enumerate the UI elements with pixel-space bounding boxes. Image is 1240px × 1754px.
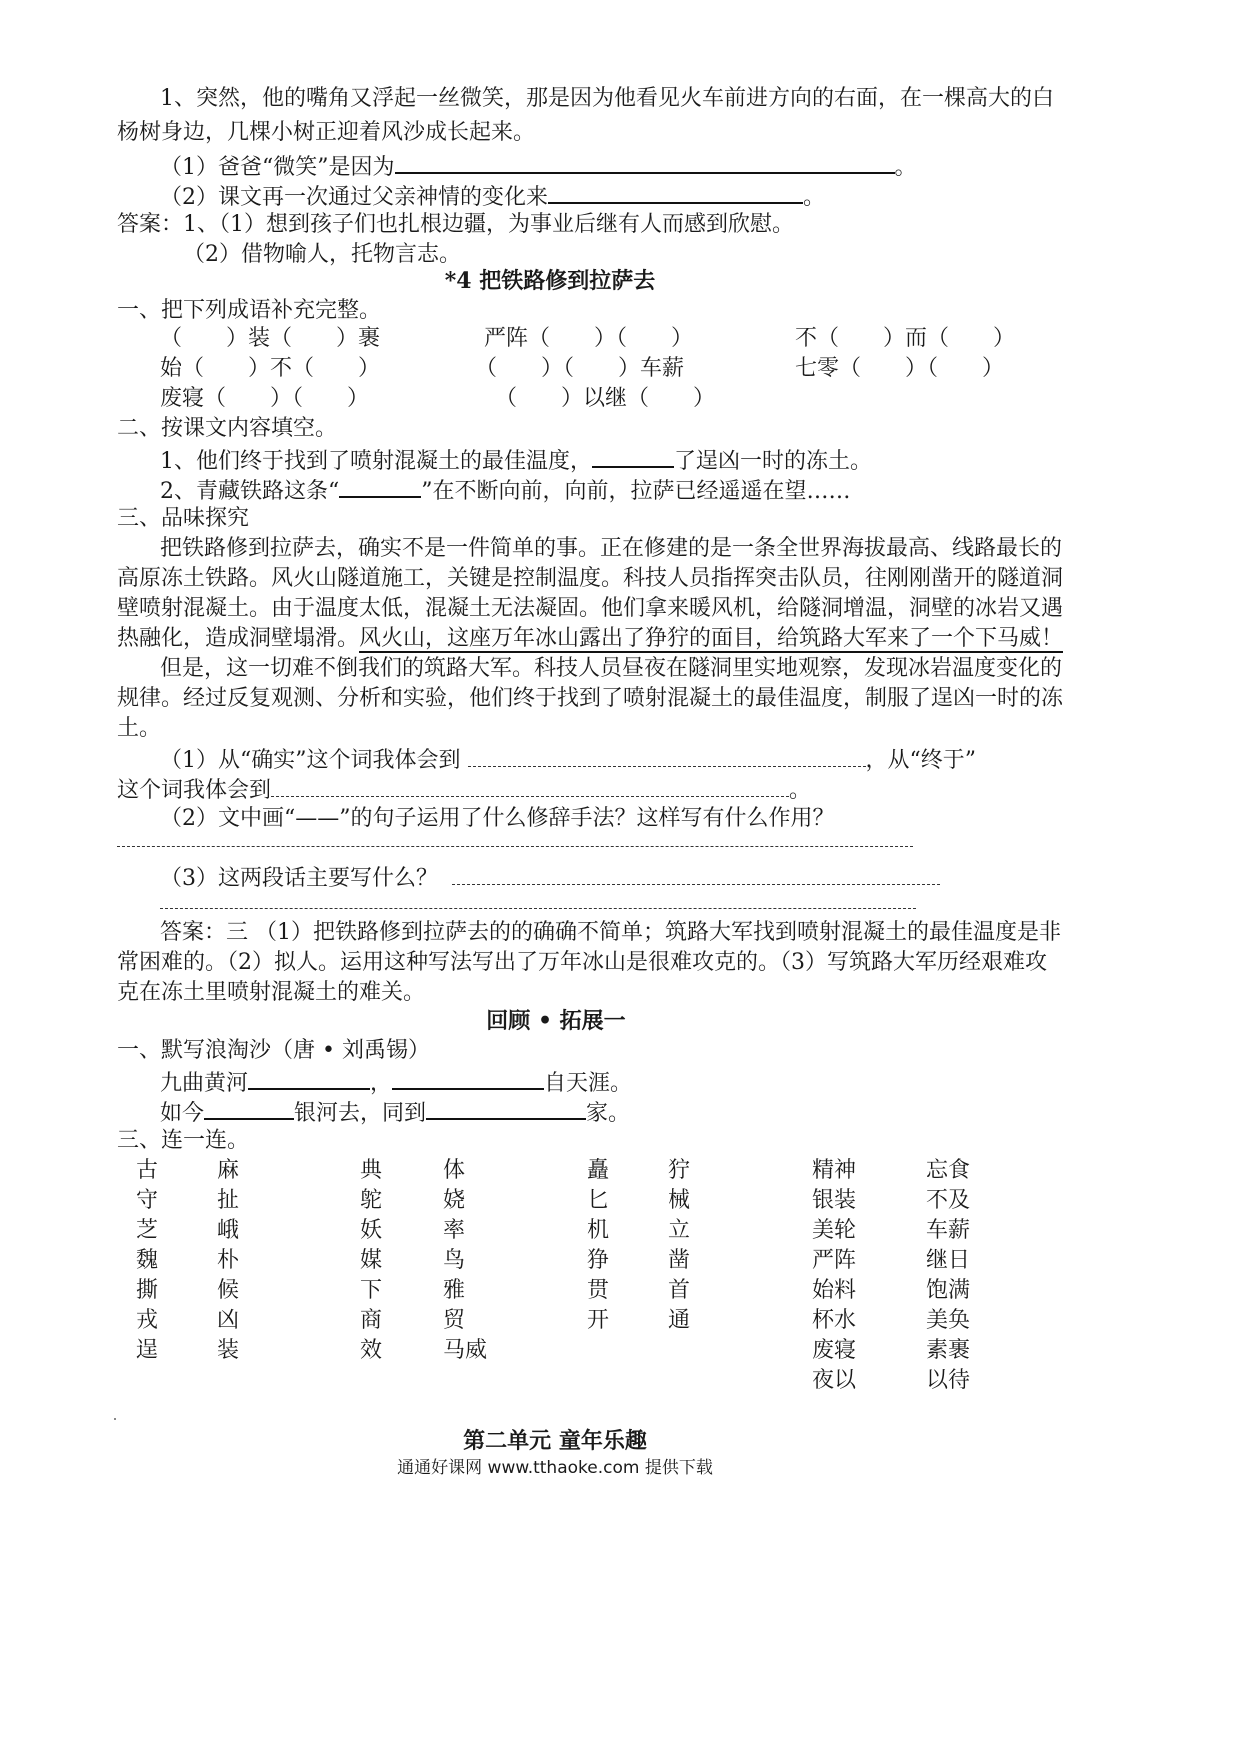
match-right-item[interactable]: 继日 [926,1248,971,1273]
q1-sub2-blank[interactable] [548,180,803,204]
idiom-blank[interactable]: 始（ ）不（ ） [160,356,381,381]
match-left-item[interactable]: 商 [360,1308,383,1333]
match-right-item[interactable]: 雅 [443,1278,466,1303]
q1-subquestion-2 [160,180,825,210]
poem-1-comma: ， [370,1071,393,1096]
q1-sub2-label: （2）课文再一次通过父亲神情的变化来 [160,185,548,210]
match-left-item[interactable]: 下 [360,1278,383,1303]
match-left-item[interactable]: 始料 [812,1278,857,1303]
passage-line: 土。 [117,716,162,741]
match-right-item[interactable]: 首 [668,1278,691,1303]
answer-line-text: 答案：三 （1）把铁路修到拉萨去的的确确不简单；筑路大军找到喷射混凝土的最佳温度是非 [160,920,1061,945]
match-left-item[interactable]: 银装 [812,1188,857,1213]
match-left-item[interactable]: 矗 [587,1158,610,1183]
footer-text: 通通好课网 www.tthaoke.com 提供下载 [397,1458,713,1478]
question-1-label: （1）从“确实”这个词我体会到 [160,748,461,773]
match-left-item[interactable]: 严阵 [812,1248,857,1273]
match-right-item[interactable]: 贸 [443,1308,466,1333]
match-left-item[interactable]: 戎 [136,1308,159,1333]
q1-sub2-end: 。 [803,185,826,210]
fill-2 [160,474,851,504]
match-left-item[interactable]: 魏 [136,1248,159,1273]
match-left-item[interactable]: 废寝 [812,1338,857,1363]
match-right-item[interactable]: 以待 [926,1368,971,1393]
match-right-item[interactable]: 麻 [217,1158,240,1183]
fill-1-blank[interactable] [592,444,674,468]
match-left-item[interactable]: 匕 [587,1188,610,1213]
match-left-item[interactable]: 逞 [136,1338,159,1363]
poem-1-start: 九曲黄河 [160,1071,249,1096]
idiom-blank[interactable]: （ ）装（ ）裹 [160,326,381,351]
answer-line[interactable] [160,908,916,909]
match-right-item[interactable]: 狞 [668,1158,691,1183]
match-left-item[interactable]: 撕 [136,1278,159,1303]
question-3 [160,862,940,892]
fill-2-prefix: 2、青藏铁路这条“ [160,479,340,504]
idiom-blank[interactable]: （ ）（ ）车薪 [475,356,685,381]
match-right-item[interactable]: 扯 [217,1188,240,1213]
question-1-blank-a[interactable] [468,744,866,767]
match-left-item[interactable]: 夜以 [812,1368,857,1393]
lesson-title: *4 把铁路修到拉萨去 [444,268,656,294]
section-3-heading: 三、品味探究 [117,506,250,531]
fill-1 [160,444,872,474]
review-section-1-heading: 一、默写浪淘沙（唐 • 刘禹锡） [117,1038,430,1063]
passage-line: 壁喷射混凝土。由于温度太低，混凝土无法凝固。他们拿来暖风机，给隧洞增温，洞壁的冰岩又遇 [117,596,1064,621]
q1-sub1-blank[interactable] [395,150,895,174]
question-2: （2）文中画“——”的句子运用了什么修辞手法？这样写有什么作用？ [160,806,835,831]
review-section-3-heading: 三、连一连。 [117,1128,250,1153]
match-right-item[interactable]: 立 [668,1218,691,1243]
match-left-item[interactable]: 媒 [360,1248,383,1273]
match-left-item[interactable]: 精神 [812,1158,857,1183]
match-right-item[interactable]: 忘食 [926,1158,971,1183]
match-left-item[interactable]: 典 [360,1158,383,1183]
match-left-item[interactable]: 杯水 [812,1308,857,1333]
match-right-item[interactable]: 峨 [217,1218,240,1243]
match-right-item[interactable]: 凿 [668,1248,691,1273]
poem-line-2 [160,1096,630,1126]
poem-blank[interactable] [248,1066,370,1090]
poem-line-1 [160,1066,632,1096]
match-right-item[interactable]: 饱满 [926,1278,971,1303]
match-right-item[interactable]: 通 [668,1308,691,1333]
q1-answer-1: 答案：1、（1）想到孩子们也扎根边疆，为事业后继有人而感到欣慰。 [117,212,794,237]
idiom-blank[interactable]: 不（ ）而（ ） [795,326,1016,351]
answer-line[interactable] [117,846,913,847]
passage-line: 但是，这一切难不倒我们的筑路大军。科技人员昼夜在隧洞里实地观察，发现冰岩温度变化的 [160,656,1063,681]
unit-title: 第二单元 童年乐趣 [463,1428,647,1454]
match-right-item[interactable]: 率 [443,1218,466,1243]
underlined-sentence: 风火山，这座万年冰山露出了狰狞的面目，给筑路大军来了一个下马威！ [359,626,1064,651]
match-right-item[interactable]: 美奂 [926,1308,971,1333]
match-left-item[interactable]: 狰 [587,1248,610,1273]
poem-blank[interactable] [426,1096,586,1120]
passage-text: 热融化，造成洞壁塌滑。 [117,626,360,651]
q1-text-line2: 杨树身边，几棵小树正迎着风沙成长起来。 [117,120,536,145]
match-left-item[interactable]: 古 [136,1158,159,1183]
match-left-item[interactable]: 机 [587,1218,610,1243]
passage-line-mixed [117,624,1063,654]
q1-answer-2: （2）借物喻人，托物言志。 [183,242,461,267]
idiom-blank[interactable]: 严阵（ ）（ ） [484,326,694,351]
section-2-heading: 二、按课文内容填空。 [117,416,338,441]
review-title: 回顾 • 拓展一 [486,1008,626,1034]
match-left-item[interactable]: 美轮 [812,1218,857,1243]
question-1 [160,744,976,774]
question-1-label-2: 这个词我体会到 [117,778,272,803]
match-right-item[interactable]: 械 [668,1188,691,1213]
poem-2-start: 如今 [160,1101,205,1126]
match-right-item[interactable]: 体 [443,1158,466,1183]
match-right-item[interactable]: 娆 [443,1188,466,1213]
match-right-item[interactable]: 素裹 [926,1338,971,1363]
fill-2-suffix: ”在不断向前，向前，拉萨已经遥遥在望…… [421,479,851,504]
question-1-cont [117,774,811,804]
match-right-item[interactable]: 马威 [443,1338,488,1363]
match-left-item[interactable]: 贯 [587,1278,610,1303]
poem-2-end: 家。 [586,1101,631,1126]
match-left-item[interactable]: 开 [587,1308,610,1333]
passage-line: 高原冻土铁路。风火山隧道施工，关键是控制温度。科技人员指挥突击队员，往刚刚凿开的隧道洞 [117,566,1064,591]
fill-1-prefix: 1、他们终于找到了喷射混凝土的最佳温度， [160,449,592,474]
match-right-item[interactable]: 车薪 [926,1218,971,1243]
passage-line: 规律。经过反复观测、分析和实验，他们终于找到了喷射混凝土的最佳温度，制服了逞凶一时的冻 [117,686,1064,711]
fill-1-suffix: 了逞凶一时的冻土。 [674,449,873,474]
question-1-mid: ，从“终于” [865,748,976,773]
q1-subquestion-1 [160,150,917,180]
answer-line-text: 常困难的。（2）拟人。运用这种写法写出了万年冰山是很难攻克的。（3）写筑路大军历经艰难攻 [117,950,1047,975]
question-1-end: 。 [789,778,812,803]
match-left-item[interactable]: 守 [136,1188,159,1213]
poem-blank[interactable] [392,1066,544,1090]
stray-mark [114,1418,116,1420]
question-1-blank-b[interactable] [271,774,789,797]
match-right-item[interactable]: 鸟 [443,1248,466,1273]
match-left-item[interactable]: 妖 [360,1218,383,1243]
idiom-blank[interactable]: 废寝（ ）（ ） [160,386,370,411]
question-3-blank[interactable] [452,862,940,885]
match-right-item[interactable]: 凶 [217,1308,240,1333]
q1-sub1-label: （1）爸爸“微笑”是因为 [160,155,395,180]
match-left-item[interactable]: 效 [360,1338,383,1363]
section-1-heading: 一、把下列成语补充完整。 [117,298,382,323]
match-right-item[interactable]: 装 [217,1338,240,1363]
match-right-item[interactable]: 候 [217,1278,240,1303]
fill-2-blank[interactable] [339,474,421,498]
match-right-item[interactable]: 朴 [217,1248,240,1273]
answer-line-text: 克在冻土里喷射混凝土的难关。 [117,980,426,1005]
match-right-item[interactable]: 不及 [926,1188,971,1213]
poem-2-mid: 银河去，同到 [294,1101,427,1126]
passage-line: 把铁路修到拉萨去，确实不是一件简单的事。正在修建的是一条全世界海拔最高、线路最长的 [160,536,1063,561]
q1-text-line1: 1、突然，他的嘴角又浮起一丝微笑，那是因为他看见火车前进方向的右面，在一棵高大的白 [160,86,1055,111]
match-left-item[interactable]: 鸵 [360,1188,383,1213]
idiom-blank[interactable]: 七零（ ）（ ） [795,356,1005,381]
q1-sub1-end: 。 [894,155,917,180]
poem-1-end: 自天涯。 [544,1071,633,1096]
poem-blank[interactable] [204,1096,294,1120]
match-left-item[interactable]: 芝 [136,1218,159,1243]
question-3-label: （3）这两段话主要写什么？ [160,866,438,891]
idiom-blank[interactable]: （ ）以继（ ） [495,386,716,411]
